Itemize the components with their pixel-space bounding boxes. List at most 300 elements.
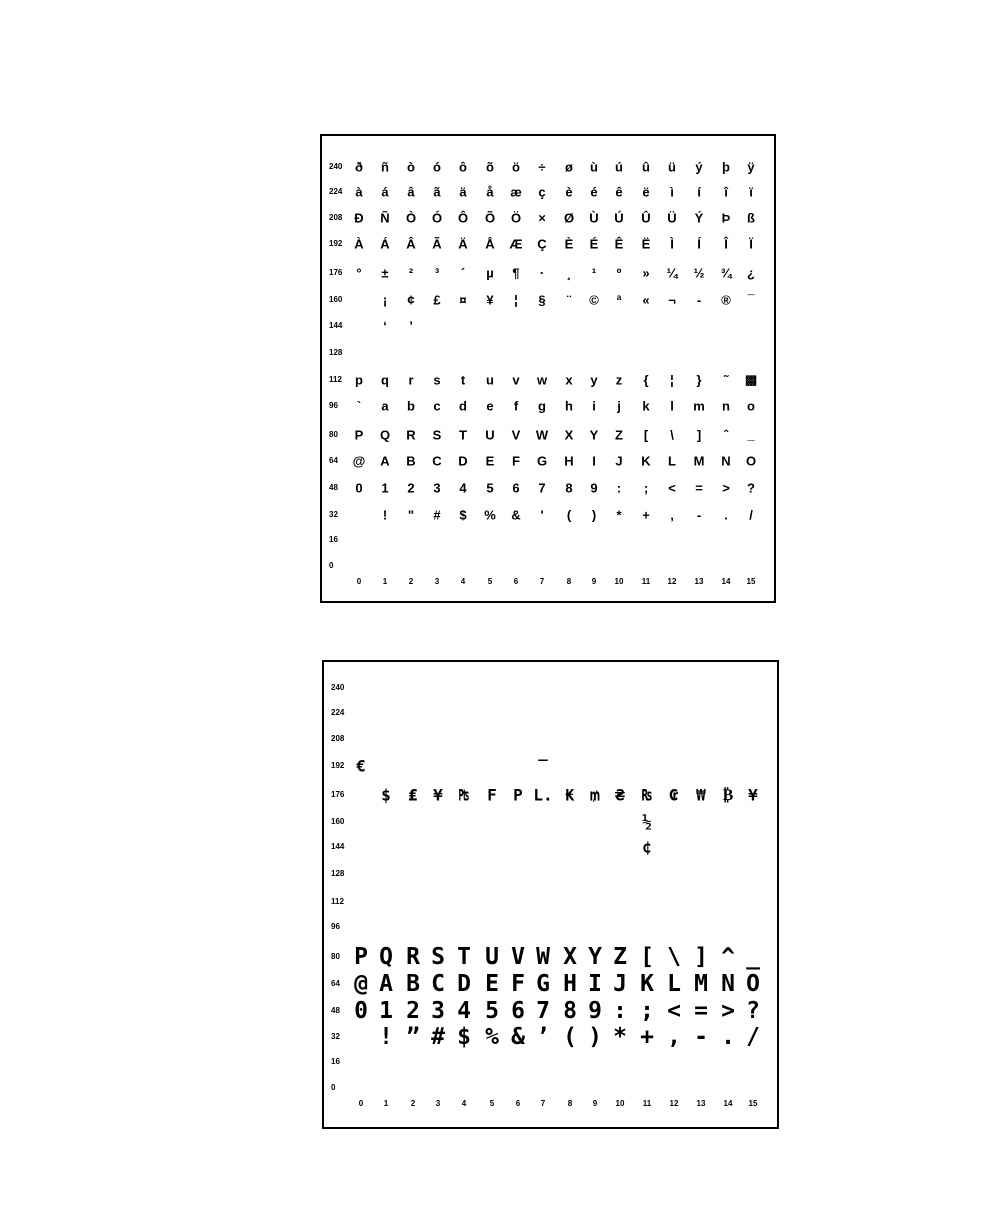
glyph-cell: ; <box>640 998 654 1024</box>
row-label: 16 <box>331 1057 340 1066</box>
column-label: 1 <box>382 577 388 586</box>
glyph-cell: Ð <box>354 210 364 226</box>
glyph-cell: \ <box>670 427 674 443</box>
glyph-cell: Õ <box>484 210 496 226</box>
glyph-cell: 5 <box>485 998 499 1024</box>
glyph-cell: æ <box>510 184 522 200</box>
glyph-cell: ! <box>382 507 388 523</box>
glyph-cell: ð <box>355 159 363 175</box>
glyph-cell: ) <box>588 1024 602 1050</box>
glyph-cell: [ <box>643 427 649 443</box>
glyph-cell: ø <box>565 159 573 175</box>
glyph-cell: 4 <box>457 998 471 1024</box>
glyph-cell: ± <box>381 265 389 281</box>
glyph-cell: ã <box>433 184 441 200</box>
glyph-cell: B <box>406 971 420 997</box>
glyph-cell: ó <box>433 159 441 175</box>
glyph-cell: V <box>511 944 525 970</box>
glyph-cell: ' <box>540 507 544 523</box>
glyph-cell: Ø <box>563 210 575 226</box>
glyph-cell: + <box>642 507 650 523</box>
glyph-cell: þ <box>722 159 730 175</box>
glyph-cell: e <box>486 398 494 414</box>
column-label: 3 <box>435 1099 441 1108</box>
row-label: 48 <box>329 483 338 492</box>
row-label: 144 <box>329 321 343 330</box>
row-label: 64 <box>331 979 340 988</box>
glyph-cell: í <box>697 184 701 200</box>
glyph-cell: 1 <box>379 998 393 1024</box>
glyph-cell: I <box>592 453 596 469</box>
glyph-cell: ¢ <box>642 837 652 857</box>
glyph-cell: ¹ <box>591 265 597 281</box>
glyph-cell: Á <box>380 236 390 252</box>
column-label: 15 <box>746 577 756 586</box>
glyph-cell: ° <box>356 265 362 281</box>
glyph-cell: : <box>613 998 627 1024</box>
glyph-cell: @ <box>354 971 368 997</box>
glyph-cell: ( <box>566 507 572 523</box>
glyph-cell: S <box>432 427 442 443</box>
glyph-cell: è <box>565 184 573 200</box>
glyph-cell: * <box>613 1024 627 1050</box>
glyph-cell: Ý <box>694 210 704 226</box>
glyph-cell: _ <box>747 427 755 443</box>
glyph-cell: < <box>668 480 676 496</box>
glyph-cell: å <box>486 184 494 200</box>
column-label: 2 <box>408 577 414 586</box>
glyph-cell: # <box>433 507 441 523</box>
glyph-cell: ‾ <box>538 756 548 776</box>
glyph-cell: Ò <box>405 210 417 226</box>
glyph-cell: 2 <box>407 480 415 496</box>
glyph-cell: J <box>615 453 623 469</box>
row-label: 160 <box>329 295 343 304</box>
glyph-cell: N <box>721 971 735 997</box>
glyph-cell: ½ <box>642 812 652 832</box>
glyph-cell: Ç <box>537 236 547 252</box>
glyph-cell: « <box>642 292 650 308</box>
row-label: 224 <box>329 187 343 196</box>
glyph-cell: E <box>485 453 495 469</box>
column-label: 8 <box>566 577 572 586</box>
column-label: 2 <box>410 1099 416 1108</box>
glyph-cell: ú <box>615 159 623 175</box>
column-label: 0 <box>358 1099 364 1108</box>
row-label: 128 <box>331 869 345 878</box>
glyph-cell: ˜ <box>723 372 729 388</box>
glyph-cell: h <box>565 398 573 414</box>
glyph-cell: ª <box>616 292 622 308</box>
glyph-cell: § <box>538 292 546 308</box>
glyph-cell: # <box>431 1024 445 1050</box>
glyph-cell: 8 <box>563 998 577 1024</box>
row-label: 128 <box>329 348 343 357</box>
glyph-cell: @ <box>352 453 366 469</box>
glyph-cell: ▩ <box>744 372 758 387</box>
column-label: 8 <box>567 1099 573 1108</box>
row-label: 0 <box>329 561 334 570</box>
glyph-cell: t <box>460 372 466 388</box>
row-label: 224 <box>331 708 345 717</box>
column-label: 15 <box>748 1099 758 1108</box>
glyph-cell: B <box>406 453 416 469</box>
glyph-cell: µ <box>486 265 494 281</box>
glyph-cell: º <box>616 265 622 281</box>
glyph-cell: ¥ <box>486 292 494 308</box>
row-label: 208 <box>331 734 345 743</box>
glyph-cell: z <box>615 372 623 388</box>
glyph-cell: ¦ <box>670 372 674 388</box>
glyph-cell: ! <box>379 1024 393 1050</box>
column-label: 14 <box>721 577 731 586</box>
row-label: 176 <box>329 268 343 277</box>
glyph-cell: P <box>513 785 523 805</box>
glyph-cell: ¢ <box>407 292 415 308</box>
glyph-cell: Å <box>485 236 495 252</box>
glyph-cell: ” <box>406 1024 420 1050</box>
glyph-cell: \ <box>667 944 681 970</box>
column-label: 5 <box>487 577 493 586</box>
glyph-cell: r <box>408 372 414 388</box>
glyph-cell: X <box>564 427 574 443</box>
glyph-cell: ® <box>721 292 731 308</box>
glyph-cell: & <box>511 1024 525 1050</box>
glyph-cell: ¶ <box>512 265 520 281</box>
glyph-cell: y <box>590 372 598 388</box>
column-label: 12 <box>667 577 677 586</box>
glyph-cell: 9 <box>590 480 598 496</box>
glyph-cell: - <box>694 1024 708 1050</box>
glyph-cell: Û <box>641 210 651 226</box>
glyph-cell: / <box>749 507 753 523</box>
glyph-cell: c <box>433 398 441 414</box>
glyph-cell: ¸ <box>566 265 572 281</box>
glyph-cell: $ <box>459 507 467 523</box>
glyph-cell: E <box>485 971 499 997</box>
column-label: 6 <box>515 1099 521 1108</box>
glyph-cell: 6 <box>512 480 520 496</box>
column-label: 7 <box>540 1099 546 1108</box>
glyph-cell: & <box>511 507 521 523</box>
glyph-cell: é <box>590 184 598 200</box>
glyph-cell: È <box>564 236 574 252</box>
glyph-cell: , <box>670 507 674 523</box>
glyph-cell: ü <box>668 159 676 175</box>
glyph-cell: u <box>486 372 494 388</box>
glyph-cell: ï <box>749 184 753 200</box>
glyph-cell: Y <box>589 427 599 443</box>
glyph-cell: L <box>667 971 681 997</box>
column-label: 11 <box>641 577 651 586</box>
glyph-cell: , <box>667 1024 681 1050</box>
glyph-cell: ^ <box>721 944 735 970</box>
glyph-cell: _ <box>746 944 760 970</box>
column-label: 13 <box>694 577 704 586</box>
glyph-cell: ’ <box>409 318 413 334</box>
glyph-cell: 7 <box>536 998 550 1024</box>
glyph-cell: ¾ <box>720 265 732 281</box>
glyph-cell: · <box>539 265 545 281</box>
glyph-cell: V <box>511 427 521 443</box>
glyph-cell: > <box>722 480 730 496</box>
column-label: 1 <box>383 1099 389 1108</box>
glyph-cell: ] <box>694 944 708 970</box>
glyph-cell: ô <box>459 159 467 175</box>
row-label: 96 <box>329 401 338 410</box>
glyph-cell: % <box>485 1024 499 1050</box>
glyph-cell: 1 <box>381 480 389 496</box>
glyph-cell: Z <box>613 944 627 970</box>
glyph-cell: ß <box>747 210 755 226</box>
column-label: 11 <box>642 1099 652 1108</box>
row-label: 96 <box>331 922 340 931</box>
glyph-cell: O <box>746 971 760 997</box>
glyph-cell: Ñ <box>380 210 390 226</box>
glyph-cell: ( <box>563 1024 577 1050</box>
glyph-cell: ² <box>408 265 414 281</box>
glyph-cell: s <box>433 372 441 388</box>
row-label: 240 <box>329 162 343 171</box>
glyph-cell: ½ <box>693 265 705 281</box>
character-chart-2 <box>322 660 779 1129</box>
glyph-cell: ý <box>695 159 703 175</box>
glyph-cell: ê <box>615 184 623 200</box>
column-label: 13 <box>696 1099 706 1108</box>
glyph-cell: K <box>641 453 651 469</box>
glyph-cell: Y <box>588 944 602 970</box>
character-chart-1 <box>320 134 776 603</box>
glyph-cell: » <box>642 265 650 281</box>
glyph-cell: $ <box>381 785 391 805</box>
glyph-cell: R <box>406 944 420 970</box>
column-label: 4 <box>461 1099 467 1108</box>
glyph-cell: I <box>588 971 602 997</box>
glyph-cell: j <box>617 398 621 414</box>
glyph-cell: ₤ <box>408 785 418 805</box>
glyph-cell: € <box>356 756 366 776</box>
glyph-cell: : <box>616 480 622 496</box>
glyph-cell: F <box>512 453 520 469</box>
glyph-cell: Ã <box>432 236 442 252</box>
glyph-cell: Æ <box>509 236 523 252</box>
glyph-cell: 8 <box>565 480 573 496</box>
glyph-cell: H <box>563 971 577 997</box>
glyph-cell: ¯ <box>747 292 755 308</box>
column-label: 6 <box>513 577 519 586</box>
row-label: 16 <box>329 535 338 544</box>
glyph-cell: C <box>431 971 445 997</box>
glyph-cell: 3 <box>433 480 441 496</box>
glyph-cell: v <box>512 372 520 388</box>
glyph-cell: G <box>536 453 548 469</box>
glyph-cell: Q <box>379 427 391 443</box>
glyph-cell: 9 <box>588 998 602 1024</box>
glyph-cell: J <box>613 971 627 997</box>
glyph-cell: . <box>721 1024 735 1050</box>
glyph-cell: ÷ <box>538 159 546 175</box>
glyph-cell: F <box>487 785 497 805</box>
glyph-cell: W <box>535 427 549 443</box>
glyph-cell: ä <box>459 184 467 200</box>
glyph-cell: 3 <box>431 998 445 1024</box>
glyph-cell: ¥ <box>748 785 758 805</box>
glyph-cell: O <box>745 453 757 469</box>
row-label: 64 <box>329 456 338 465</box>
glyph-cell: ₧ <box>459 785 469 805</box>
glyph-cell: % <box>484 507 496 523</box>
glyph-cell: " <box>407 507 415 523</box>
glyph-cell: ö <box>512 159 520 175</box>
glyph-cell: Q <box>379 944 393 970</box>
glyph-cell: õ <box>486 159 494 175</box>
glyph-cell: û <box>642 159 650 175</box>
glyph-cell: Ë <box>641 236 651 252</box>
glyph-cell: Ó <box>431 210 443 226</box>
glyph-cell: î <box>724 184 728 200</box>
glyph-cell: n <box>722 398 730 414</box>
column-label: 9 <box>591 577 597 586</box>
glyph-cell: l <box>670 398 674 414</box>
glyph-cell: ¡ <box>382 292 388 308</box>
glyph-cell: > <box>721 998 735 1024</box>
row-label: 48 <box>331 1006 340 1015</box>
glyph-cell: É <box>589 236 599 252</box>
glyph-cell: Z <box>615 427 623 443</box>
glyph-cell: S <box>431 944 445 970</box>
glyph-cell: D <box>458 453 468 469</box>
glyph-cell: ñ <box>381 159 389 175</box>
glyph-cell: ` <box>356 398 362 414</box>
row-label: 160 <box>331 817 345 826</box>
glyph-cell: N <box>721 453 731 469</box>
glyph-cell: P <box>354 427 364 443</box>
column-label: 12 <box>669 1099 679 1108</box>
glyph-cell: ¼ <box>666 265 678 281</box>
glyph-cell: ³ <box>434 265 440 281</box>
glyph-cell: ë <box>642 184 650 200</box>
glyph-cell: 6 <box>511 998 525 1024</box>
glyph-cell: Ù <box>589 210 599 226</box>
glyph-cell: ₨ <box>642 785 652 805</box>
glyph-cell: / <box>746 1024 760 1050</box>
glyph-cell: * <box>616 507 622 523</box>
glyph-cell: A <box>380 453 390 469</box>
glyph-cell: = <box>694 998 708 1024</box>
row-label: 80 <box>331 952 340 961</box>
row-label: 80 <box>329 430 338 439</box>
glyph-cell: ¨ <box>566 292 572 308</box>
glyph-cell: Í <box>697 236 701 252</box>
glyph-cell: G <box>536 971 550 997</box>
glyph-cell: Ì <box>670 236 674 252</box>
glyph-cell: Ü <box>667 210 677 226</box>
glyph-cell: ) <box>591 507 597 523</box>
glyph-cell: Ï <box>749 236 753 252</box>
glyph-cell: d <box>459 398 467 414</box>
glyph-cell: Ö <box>510 210 522 226</box>
glyph-cell: Î <box>724 236 728 252</box>
glyph-cell: ₭ <box>565 785 575 805</box>
glyph-cell: 2 <box>406 998 420 1024</box>
glyph-cell: b <box>407 398 415 414</box>
glyph-cell: Ä <box>458 236 468 252</box>
glyph-cell: © <box>589 292 599 308</box>
glyph-cell: á <box>381 184 389 200</box>
glyph-cell: K <box>640 971 654 997</box>
glyph-cell: ¦ <box>514 292 518 308</box>
glyph-cell: x <box>565 372 573 388</box>
glyph-cell: - <box>696 292 702 308</box>
row-label: 112 <box>329 375 342 384</box>
glyph-cell: Â <box>406 236 416 252</box>
glyph-cell: f <box>513 398 519 414</box>
glyph-cell: ¬ <box>668 292 676 308</box>
glyph-cell: k <box>642 398 650 414</box>
glyph-cell: m <box>693 398 705 414</box>
row-label: 0 <box>331 1083 336 1092</box>
row-label: 192 <box>331 761 345 770</box>
glyph-cell: ₥ <box>590 785 600 805</box>
glyph-cell: p <box>355 372 363 388</box>
glyph-cell: . <box>724 507 728 523</box>
glyph-cell: ? <box>747 480 755 496</box>
glyph-cell: ì <box>670 184 674 200</box>
row-label: 32 <box>329 510 338 519</box>
column-label: 10 <box>614 577 624 586</box>
glyph-cell: ₿ <box>722 785 734 804</box>
glyph-cell: X <box>563 944 577 970</box>
glyph-cell: ₢ <box>669 785 679 805</box>
glyph-cell: ò <box>407 159 415 175</box>
row-label: 240 <box>331 683 345 692</box>
glyph-cell: Ô <box>457 210 469 226</box>
glyph-cell: Þ <box>721 210 731 226</box>
glyph-cell: + <box>640 1024 654 1050</box>
glyph-cell: } <box>696 372 702 388</box>
glyph-cell: < <box>667 998 681 1024</box>
glyph-cell: ´ <box>460 265 466 281</box>
row-label: 112 <box>331 897 344 906</box>
glyph-cell: ¿ <box>747 265 755 281</box>
glyph-cell: ; <box>643 480 649 496</box>
glyph-cell: T <box>457 944 471 970</box>
glyph-cell: R <box>406 427 416 443</box>
column-label: 0 <box>356 577 362 586</box>
glyph-cell: ] <box>696 427 702 443</box>
glyph-cell: À <box>354 236 364 252</box>
glyph-cell: U <box>485 944 499 970</box>
row-label: 176 <box>331 790 345 799</box>
glyph-cell: ¤ <box>459 292 467 308</box>
glyph-cell: 0 <box>354 998 368 1024</box>
glyph-cell: L. <box>533 785 553 805</box>
glyph-cell: 5 <box>486 480 494 496</box>
column-label: 3 <box>434 577 440 586</box>
row-label: 32 <box>331 1032 340 1041</box>
glyph-cell: ? <box>746 998 760 1024</box>
glyph-cell: { <box>643 372 649 388</box>
glyph-cell: £ <box>433 292 441 308</box>
glyph-cell: A <box>379 971 393 997</box>
glyph-cell: i <box>592 398 596 414</box>
glyph-cell: ₩ <box>696 785 706 805</box>
glyph-cell: q <box>381 372 389 388</box>
row-label: 144 <box>331 842 345 851</box>
column-label: 10 <box>615 1099 625 1108</box>
glyph-cell: C <box>432 453 442 469</box>
glyph-cell: T <box>459 427 467 443</box>
